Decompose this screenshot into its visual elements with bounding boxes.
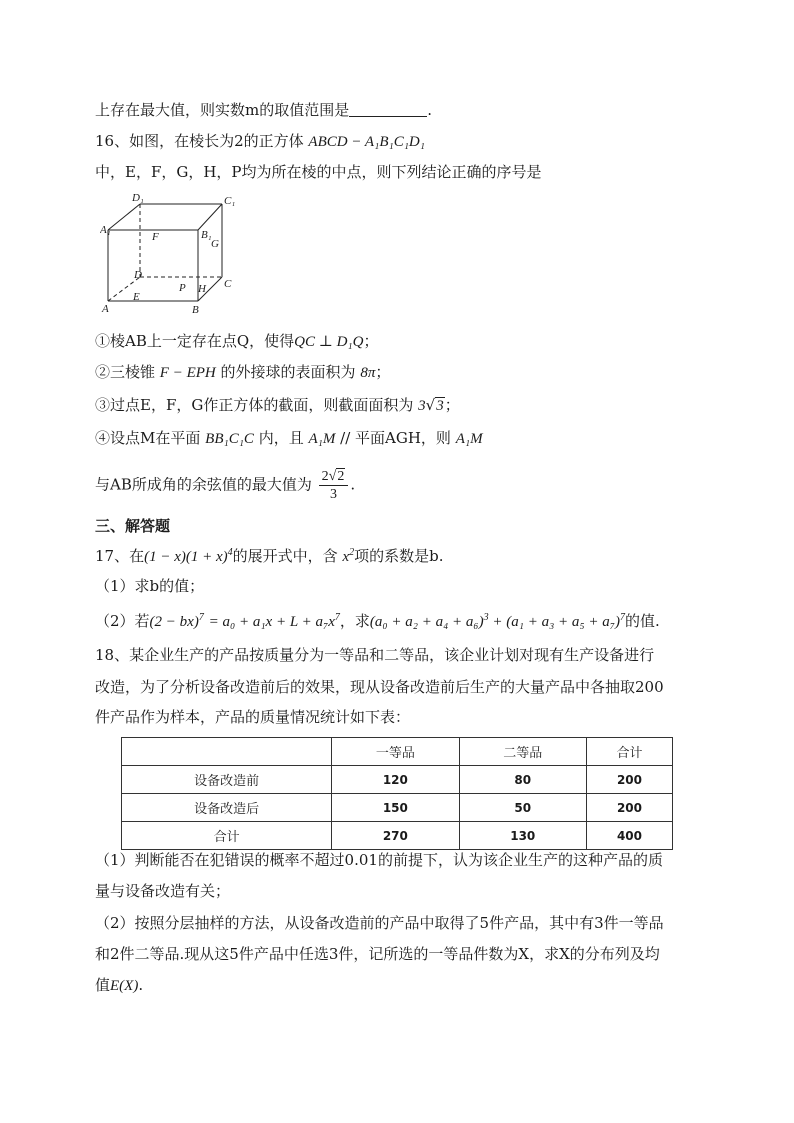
- q17-part2-s1: (a₀ + a₂ + a₄ + a₆): [369, 614, 484, 630]
- q17-prefix: 17、在: [95, 547, 145, 565]
- q17-part2-plus: +: [488, 614, 507, 630]
- q16-item2: [95, 362, 390, 383]
- q16-item4-prefix: ④设点M在平面: [95, 429, 201, 447]
- label-d1: D₁: [132, 192, 144, 204]
- q16-item1-prefix: ①棱AB上一定存在点Q，使得: [95, 332, 295, 350]
- table-row: [122, 822, 673, 850]
- q18-part2-line1: （2）按照分层抽样的方法，从设备改造前的产品中取得了5件产品，其中有3件一等品: [95, 914, 664, 932]
- table-cell: 200: [586, 794, 672, 822]
- table-header-cell: 一等品: [332, 738, 459, 766]
- q16-item3-coef: 3: [418, 398, 426, 414]
- q17-expr-exp: 4: [227, 547, 233, 558]
- q17-x: x: [342, 549, 350, 565]
- label-h: H: [198, 283, 206, 295]
- q16-item2-suffix: ；: [375, 363, 391, 381]
- q18-intro2: 改造，为了分析设备改造前后的效果，现从设备改造前后生产的大量产品中各抽取200: [95, 678, 664, 696]
- q16-item1: [95, 331, 379, 352]
- table-cell: 150: [332, 794, 459, 822]
- table-cell: 130: [459, 822, 586, 850]
- q16-item5-suffix: .: [350, 475, 356, 494]
- quality-table: [121, 737, 673, 850]
- q18-expectation: E(X): [110, 978, 139, 994]
- q17-part2-s2: (a₁ + a₃ + a₅ + a₇): [506, 614, 620, 630]
- q15-tail-line: [95, 100, 432, 120]
- label-e: E: [133, 291, 140, 303]
- q16-cube-name: ABCD − A₁B₁C₁D₁: [308, 134, 425, 150]
- q16-item4: [95, 428, 483, 449]
- table-cell: 50: [459, 794, 586, 822]
- q15-tail-period: .: [427, 101, 433, 119]
- table-row-label: 设备改造后: [122, 794, 332, 822]
- q16-item4-mid: 内，且: [258, 429, 304, 447]
- q16-line1: [95, 131, 425, 152]
- label-b1: B₁: [201, 229, 212, 241]
- edge-a1d1: [108, 204, 140, 230]
- q16-item2-prefix: ②三棱锥: [95, 363, 156, 381]
- q17-part1: （1）求b的值；: [95, 577, 205, 595]
- q16-item2-mid: 的外接球的表面积为: [220, 363, 356, 381]
- q17-part2: [95, 608, 660, 632]
- q15-tail-text: 上存在最大值，则实数m的取值范围是: [95, 101, 350, 119]
- q17-line1: [95, 543, 443, 567]
- q17-part2-lhs-exp: 7: [198, 612, 204, 623]
- q17-expr: (1 − x)(1 + x): [144, 549, 228, 565]
- q17-part2-rhs-exp: 7: [334, 612, 340, 623]
- label-f: F: [152, 231, 159, 243]
- q16-item4-b: A₁M: [455, 431, 483, 447]
- frac-num-coef: 2: [321, 469, 329, 484]
- q18-part1-line1: （1）判断能否在犯错误的概率不超过0.01的前提下，认为该企业生产的这种产品的质: [95, 851, 663, 869]
- q16-line1-prefix: 16、如图，在棱长为2的正方体: [95, 132, 304, 150]
- cube-figure: [100, 188, 240, 318]
- q18-intro1: 18、某企业生产的产品按质量分为一等品和二等品，该企业计划对现有生产设备进行: [95, 646, 655, 664]
- edge-b1c1: [198, 204, 222, 230]
- q17-part2-mid: ，求: [339, 612, 370, 630]
- q16-item3: ③过点E，F，G作正方体的截面，则截面面积为 3√3；: [95, 396, 460, 414]
- label-d: D: [134, 269, 142, 281]
- q17-suffix: 项的系数是b.: [354, 547, 444, 565]
- table-row-label: 设备改造前: [122, 766, 332, 794]
- q17-part2-s1-exp: 3: [483, 612, 489, 623]
- table-header-cell: 二等品: [459, 738, 586, 766]
- q17-part2-suffix: 的值.: [624, 612, 660, 630]
- q17-part2-prefix: （2）若: [95, 612, 150, 630]
- label-g: G: [211, 238, 219, 250]
- q16-item1-suffix: ；: [363, 332, 379, 350]
- q17-part2-lhs: (2 − bx): [149, 614, 199, 630]
- label-b: B: [192, 304, 199, 316]
- q18-part2-line3-prefix: 值: [95, 976, 111, 994]
- q17-part2-rhs: = a₀ + a₁x + L + a₇x: [208, 614, 335, 630]
- table-cell: 80: [459, 766, 586, 794]
- q18-part1-line2: 量与设备改造有关；: [95, 882, 231, 900]
- table-cell: 400: [586, 822, 672, 850]
- q16-item1-math: QC ⊥ D₁Q: [294, 334, 364, 350]
- q16-item2-val: 8π: [360, 365, 376, 381]
- answer-blank[interactable]: [349, 102, 427, 117]
- table-cell: 270: [332, 822, 459, 850]
- table-cell: 120: [332, 766, 459, 794]
- table-header-cell: [122, 738, 332, 766]
- label-a: A: [102, 303, 109, 315]
- q18-part2-line2: 和2件二等品.现从这5件产品中任选3件，记所选的一等品件数为X，求X的分布列及均: [95, 945, 660, 963]
- q16-item3-suffix: ；: [444, 396, 460, 414]
- q16-item3-prefix: ③过点E，F，G作正方体的截面，则截面面积为: [95, 396, 414, 414]
- table-cell: 200: [586, 766, 672, 794]
- table-row-label: 合计: [122, 822, 332, 850]
- table-row: [122, 766, 673, 794]
- q18-part2-line3-suffix: .: [138, 976, 144, 994]
- label-c1: C₁: [224, 195, 236, 207]
- q17-mid: 的展开式中，含: [232, 547, 338, 565]
- q16-item4-a: A₁M: [308, 431, 336, 447]
- q18-part2-line3: [95, 975, 143, 996]
- label-p: P: [179, 282, 186, 294]
- q16-item4-plane: BB₁C₁C: [205, 431, 254, 447]
- q16-item3-rad: 3: [436, 398, 444, 414]
- section-title: 三、解答题: [95, 517, 171, 535]
- label-a1: A₁: [100, 224, 111, 236]
- fraction-2sqrt2-over-3: $\frac{2√2}{3}$: [319, 468, 349, 503]
- label-c: C: [224, 278, 232, 290]
- q17-part2-s2-exp: 7: [619, 612, 625, 623]
- q16-item4-cont: [95, 468, 355, 503]
- q16-item2-math: F − EPH: [159, 365, 216, 381]
- q16-item5-prefix: 与AB所成角的余弦值的最大值为: [95, 475, 312, 494]
- q17-x-exp: 2: [349, 547, 355, 558]
- q18-intro3: 件产品作为样本，产品的质量情况统计如下表：: [95, 708, 411, 726]
- table-row: [122, 794, 673, 822]
- q16-line2-text: 中，E，F，G，H，P均为所在棱的中点，则下列结论正确的序号是: [95, 163, 542, 181]
- q16-line2: [95, 162, 542, 182]
- frac-num-rad: 2: [337, 469, 345, 484]
- frac-den: 3: [329, 487, 337, 502]
- table-header-cell: 合计: [586, 738, 672, 766]
- q16-item4-mid2: // 平面AGH，则: [340, 429, 451, 447]
- table-header-row: [122, 738, 673, 766]
